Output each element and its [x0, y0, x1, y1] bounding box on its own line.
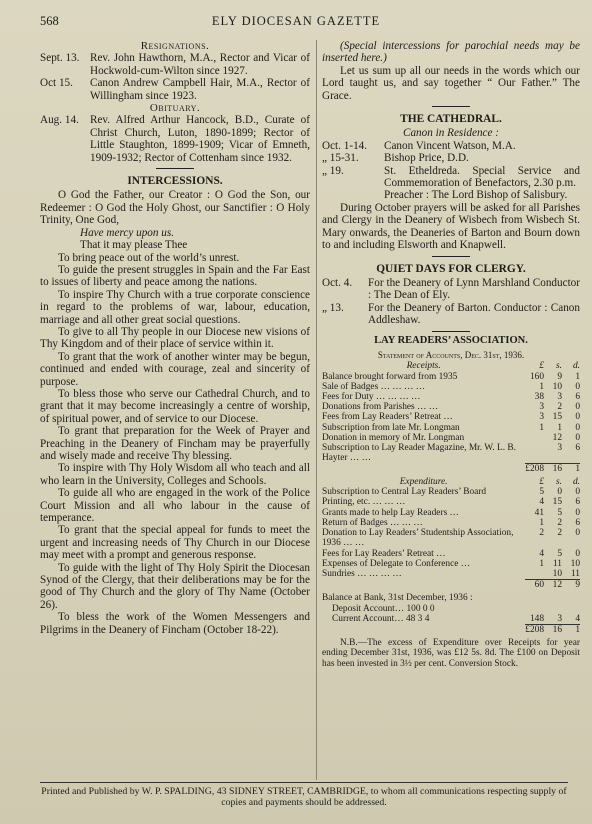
quiet-day-entry: „ 13. For the Deanery of Barton. Conductor : Canon Addleshaw.	[322, 301, 580, 327]
receipts-total-row: £208 16 1	[525, 463, 580, 474]
table-row: Subscription to Lay Reader Magazine, Mr. W. L. B. Hayter … … 3 6	[322, 442, 580, 464]
expenditure-total-row: 60 12 9	[322, 580, 580, 591]
intercession-paragraph: To guide with the light of Thy Holy Spirit the Diocesan Synod of the Clergy, that their deliberations may be for the good of Thy Church and the glory of Thy Name (October 26).	[40, 561, 310, 611]
printer-footer: Printed and Published by W. P. SPALDING, 43 SIDNEY STREET, CAMBRIDGE, to whom all communications respecting supply of copies and payments should be addressed.	[40, 782, 568, 808]
intercession-paragraph: To bring peace out of the world’s unrest.	[58, 251, 240, 264]
intercession-paragraph: To inspire Thy Church with a true corporate conscience in regard to the problems of war, labour, education, marriage and all other great social questions.	[40, 288, 310, 326]
intercession-paragraph: To bless those who serve our Cathedral Church, and to grant that it may become increasingly a centre of worship, of spiritual power, and of service to our Diocese.	[40, 387, 310, 425]
table-row: Grants made to help Lay Readers … 41 5 0	[322, 507, 580, 518]
table-row: Fees from Lay Readers’ Retreat … 3 15 0	[322, 412, 580, 423]
intercession-paragraph: To guide all who are engaged in the work of the Police Court Mission and all who labour in the cause of temperance.	[40, 487, 310, 525]
table-row: Current Account… 48 3 4 148 3 4	[332, 613, 580, 624]
october-prayers-text: During October prayers will be asked for all Parishes and Clergy in the Deanery of Wisbech from Wisbech St. Mary onwards, the Deaneries of Barton and Bourn down to and including Elsworth and Knapwell.	[322, 201, 580, 252]
please-response: That it may please Thee	[80, 239, 188, 252]
table-row: Fees for Lay Readers’ Retreat … 4 5 0	[322, 548, 580, 559]
publication-title: ELY DIOCESAN GAZETTE	[211, 14, 381, 28]
table-row: Balance brought forward from 1935 160 9 1	[322, 371, 580, 382]
section-rule	[432, 106, 470, 107]
residence-entry: „ 19. St. Etheldreda. Special Service and Commemoration of Benefactors, 2.30 p.m.	[322, 164, 580, 190]
table-header-row: Receipts. £ s. d.	[406, 361, 580, 372]
sum-up-text: Let us sum up all our needs in the words which our Lord taught us, and say together “ Our Father.” The Grace.	[322, 64, 580, 102]
preacher-line: Preacher : The Lord Bishop of Salisbury.	[384, 189, 568, 202]
canon-residence-heading: Canon in Residence :	[402, 127, 499, 140]
intercession-paragraph: To guide the present struggles in Spain and the Far East to issues of liberty and peace among the nations.	[40, 263, 310, 289]
page-header	[40, 14, 552, 30]
table-row: Fees for Duty … … … … 38 3 6	[322, 391, 580, 402]
table-row: Subscription to Central Lay Readers’ Board 5 0 0	[322, 487, 580, 498]
table-row: Deposit Account… 100 0 0	[332, 603, 435, 614]
table-header-row: Expenditure. £ s. d.	[399, 477, 580, 488]
table-row: Printing, etc. … … … 4 15 6	[322, 497, 580, 508]
section-rule	[156, 168, 194, 169]
mercy-response: Have mercy upon us.	[80, 226, 175, 239]
cathedral-heading: THE CATHEDRAL.	[400, 113, 502, 126]
quiet-day-entry: Oct. 4. For the Deanery of Lynn Marshland Conductor : The Dean of Ely.	[322, 276, 580, 302]
intercessions-heading: INTERCESSIONS.	[127, 175, 223, 188]
receipts-table	[322, 361, 580, 635]
left-column	[40, 40, 310, 636]
table-row: Sundries … … … … 10 11	[322, 568, 580, 579]
intercession-paragraph: To inspire with Thy Holy Wisdom all who teach and all who learn in the University, Colleges and Schools.	[40, 462, 310, 487]
obituary-entry: Aug. 14. Rev. Alfred Arthur Hancock, B.D., Curate of Christ Church, Luton, 1890-1899; Rector of Little Staughton, 1899-1909; Vicar of Emneth, 1909-1932; Rector of Cottenham since 1932.	[40, 114, 310, 164]
intercession-paragraph: To give to all Thy people in our Diocese new visions of Thy Kingdom and of their place of service within it.	[40, 325, 310, 351]
table-row: Donations from Parishes … … 3 2 0	[322, 402, 580, 413]
quiet-days-heading: QUIET DAYS FOR CLERGY.	[376, 262, 526, 275]
page-number: 568	[40, 14, 59, 28]
balance-label-row: Balance at Bank, 31st December, 1936 :	[322, 593, 473, 604]
special-intercessions-note: (Special intercessions for parochial needs may be inserted here.)	[322, 40, 580, 65]
grand-total-row: £208 16 1	[525, 624, 580, 635]
right-column	[322, 40, 580, 669]
column-divider	[316, 40, 317, 780]
intercession-paragraph: To bless the work of the Women Messengers and Pilgrims in the Deanery of Fincham (October 18-22).	[40, 611, 310, 636]
resignation-entry: Sept. 13. Rev. John Hawthorn, M.A., Rector and Vicar of Hockwold-cum-Wilton since 1927.	[40, 52, 310, 77]
intercession-paragraph: To grant that the special appeal for funds to meet the urgent and increasing needs of Thy Church in our Diocese may meet with a prompt and generous response.	[40, 524, 310, 562]
obituary-heading: Obituary.	[149, 102, 201, 115]
table-row: Subscription from late Mr. Longman 1 1 0	[322, 422, 580, 433]
residence-entry: Oct. 1-14. Canon Vincent Watson, M.A.	[322, 139, 516, 152]
table-row: Return of Badges … … … 1 2 6	[322, 517, 580, 528]
table-row: Donation to Lay Readers’ Studentship Association, 1936 … … 2 2 0	[322, 528, 580, 549]
statement-heading: Statement of Accounts, Dec. 31st, 1936.	[377, 349, 525, 360]
section-rule	[432, 331, 470, 332]
resignations-heading: Resignations.	[140, 40, 210, 52]
lay-readers-heading: LAY READERS’ ASSOCIATION.	[374, 334, 528, 346]
table-row: Sale of Badges … … … … 1 10 0	[322, 381, 580, 392]
residence-entry: „ 15-31. Bishop Price, D.D.	[322, 152, 469, 165]
table-row: Expenses of Delegate to Conference … 1 11 10	[322, 558, 580, 569]
nb-note: N.B.—The excess of Expenditure over Receipts for year ending December 31st, 1936, was £12 5s. 8d. The £100 on Deposit has been invested in 3½ per cent. Conversion Stock.	[322, 638, 580, 669]
intercession-paragraph: To grant that preparation for the Week of Prayer and Preaching in the Deanery of Fincham may be prayerfully and wisely made and receive Thy blessing.	[40, 425, 310, 462]
invocation-text: O God the Father, our Creator : O God the Son, our Redeemer : O God the Holy Ghost, our Sanctifier : O Holy Trinity, One God,	[40, 189, 310, 227]
resignation-entry: Oct 15. Canon Andrew Campbell Hair, M.A., Rector of Willingham since 1923.	[40, 77, 310, 102]
table-row: Donation in memory of Mr. Longman 12 0	[322, 432, 580, 443]
section-rule	[432, 256, 470, 257]
intercession-paragraph: To grant that the work of another winter may be begun, continued and ended with courage, zeal and sincerity of purpose.	[40, 350, 310, 388]
